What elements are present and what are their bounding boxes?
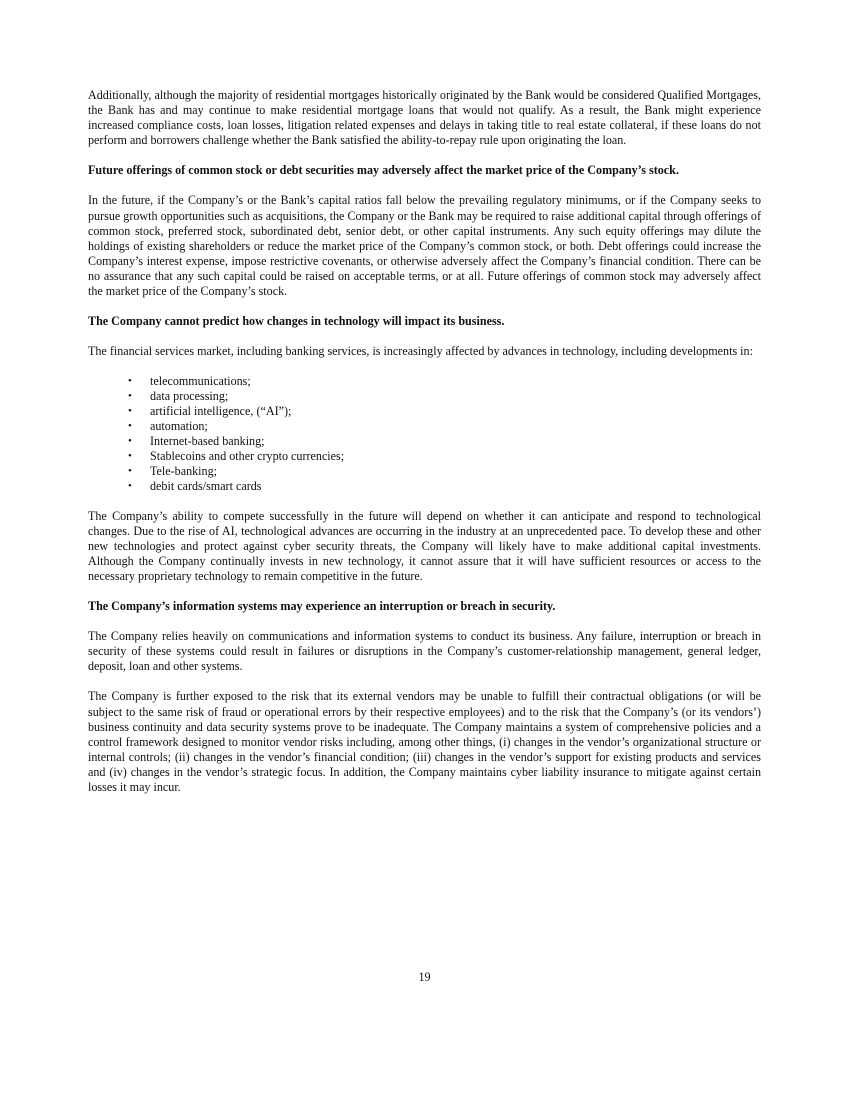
paragraph-vendor-risk: The Company is further exposed to the risk that its external vendors may be unable to fulfill their contractual obligations (or will be subject to the same risk of fraud or operational errors by their respective employees) and to the risk that the Company’s (or its vendors’) business continuity and data security systems prove to be inadequate. The Company maintains a system of comprehensive policies and a control framework designed to monitor vendor risks including, among other things, (i) changes in the vendor’s organizational structure or internal controls; (ii) changes in the vendor’s financial condition; (iii) changes in the vendor’s support for existing products and services and (iv) changes in the vendor’s strategic focus. In addition, the Company maintains cyber liability insurance to mitigate against certain losses it may incur. xyxy=(88,689,761,794)
bullet-icon: • xyxy=(128,479,132,492)
paragraph-future-offerings: In the future, if the Company’s or the Bank’s capital ratios fall below the prevailing regulatory minimums, or if the Company seeks to pursue growth opportunities such as acquisitions, the Company or the Bank may be required to raise additional capital through offerings of common stock, preferred stock, subordinated debt, senior debt, or other capital instruments. Any such equity offerings may dilute the holdings of existing shareholders or reduce the market price of the Company’s common stock, or both. Debt offerings could increase the Company’s interest expense, impose restrictive covenants, or otherwise adversely affect the Company’s financial condition. There can be no assurance that any such capital could be raised on acceptable terms, or at all. Future offerings of common stock may adversely affect the market price of the Company’s stock. xyxy=(88,193,761,299)
list-item-text: Stablecoins and other crypto currencies; xyxy=(150,448,345,463)
bullet-icon: • xyxy=(128,434,132,447)
paragraph-technology-competition: The Company’s ability to compete successfully in the future will depend on whether it can anticipate and respond to technological changes. Due to the rise of AI, technological advances are occurring in the industry at an unprecedented pace. To develop these and other new technologies and protect against cyber security threats, the Company will likely have to make additional capital investments. Although the Company continually invests in new technology, it cannot assure that it will have sufficient resources or access to the necessary proprietary technology to remain competitive in the future. xyxy=(88,508,761,583)
list-item xyxy=(88,464,761,479)
bullet-icon: • xyxy=(128,390,132,403)
bullet-icon: • xyxy=(128,375,132,388)
bullet-icon: • xyxy=(128,449,132,462)
list-item-text: Internet-based banking; xyxy=(150,433,265,448)
bullet-icon: • xyxy=(128,405,132,418)
list-item-text: telecommunications; xyxy=(150,374,251,389)
technology-bullet-list xyxy=(88,374,761,493)
heading-future-offerings: Future offerings of common stock or debt securities may adversely affect the market price of the Company’s stock. xyxy=(88,163,679,178)
list-item-text: debit cards/smart cards xyxy=(150,478,262,493)
heading-technology: The Company cannot predict how changes in technology will impact its business. xyxy=(88,314,505,329)
list-item-text: Tele-banking; xyxy=(150,463,217,478)
list-item xyxy=(88,479,761,494)
list-item-text: artificial intelligence, (“AI”); xyxy=(150,404,292,419)
list-item xyxy=(88,374,761,389)
list-item xyxy=(88,419,761,434)
page-number: 19 xyxy=(418,970,431,984)
bullet-icon: • xyxy=(128,420,132,433)
list-item xyxy=(88,404,761,419)
page-body xyxy=(88,88,761,810)
list-item-text: automation; xyxy=(150,419,208,434)
list-item-text: data processing; xyxy=(150,389,229,404)
paragraph-technology-intro: The financial services market, including banking services, is increasingly affected by advances in technology, including developments in: xyxy=(88,344,753,359)
list-item xyxy=(88,449,761,464)
list-item xyxy=(88,389,761,404)
heading-information-systems: The Company’s information systems may experience an interruption or breach in security. xyxy=(88,599,556,614)
list-item xyxy=(88,434,761,449)
bullet-icon: • xyxy=(128,464,132,477)
paragraph-qualified-mortgages: Additionally, although the majority of residential mortgages historically originated by the Bank would be considered Qualified Mortgages, the Bank has and may continue to make residential mortgage loans that would not qualify. As a result, the Bank might experience increased compliance costs, loan losses, litigation related expenses and delays in taking title to real estate collateral, if these loans do not perform and borrowers challenge whether the Bank satisfied the ability-to-repay rule upon originating the loan. xyxy=(88,88,761,148)
paragraph-information-systems: The Company relies heavily on communications and information systems to conduct its business. Any failure, interruption or breach in security of these systems could result in failures or disruptions in the Company’s customer-relationship management, general ledger, deposit, loan and other systems. xyxy=(88,629,761,674)
